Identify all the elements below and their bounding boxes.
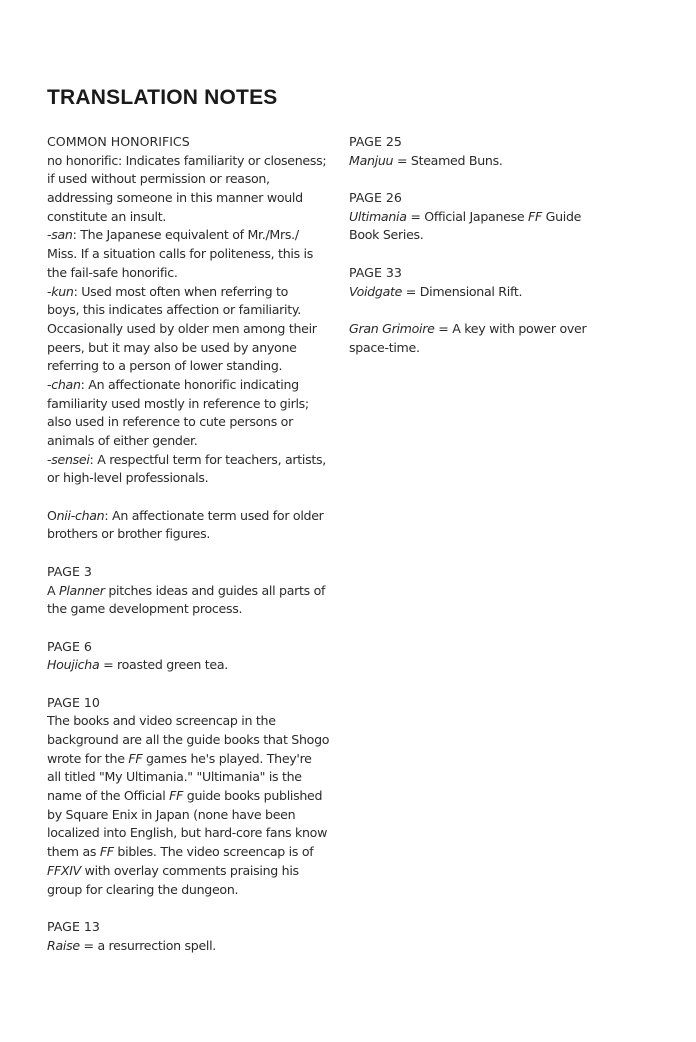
note-line (47, 395, 332, 414)
text-segment: all titled "My Ultimania." "Ultimania" is the (47, 769, 302, 785)
text-segment: : An affectionate term used for older (104, 507, 324, 523)
note-line (47, 582, 332, 601)
italic-term: Planner (59, 582, 105, 598)
note-line (47, 507, 332, 526)
text-segment: them as (47, 844, 100, 860)
text-segment: also used in reference to cute persons or (47, 414, 293, 430)
note-line (47, 208, 332, 227)
section-heading (47, 133, 332, 152)
note-line (47, 731, 332, 750)
note-line (349, 226, 649, 245)
text-segment: peers, but it may also be used by anyone (47, 339, 297, 355)
italic-term: Ultimania (349, 208, 407, 224)
text-segment: games he's played. They're (142, 750, 312, 766)
section-heading (47, 563, 332, 582)
text-segment: : An affectionate honorific indicating (80, 376, 299, 392)
text-segment: or high-level professionals. (47, 470, 209, 486)
note-line (47, 656, 332, 675)
text-segment: guide books published (183, 788, 323, 804)
note-line (47, 189, 332, 208)
note-line (47, 806, 332, 825)
page-title: TRANSLATION NOTES (47, 86, 278, 109)
note-line (47, 843, 332, 862)
paragraph-gap (47, 619, 332, 638)
text-segment: with overlay comments praising his (80, 862, 299, 878)
text-segment: A (47, 582, 60, 598)
note-line (47, 469, 332, 488)
note-line (47, 712, 332, 731)
note-line (349, 208, 649, 227)
section-heading (349, 264, 649, 283)
note-line (47, 170, 332, 189)
text-segment: O (47, 507, 57, 523)
notes-column-right (349, 133, 649, 357)
text-segment: The books and video screencap in the (47, 713, 276, 729)
text-segment: animals of either gender. (47, 433, 198, 448)
italic-term: Houjicha (47, 657, 100, 673)
note-line (47, 339, 332, 358)
text-segment: COMMON HONORIFICS (47, 134, 190, 149)
paragraph-gap (47, 675, 332, 694)
paragraph-gap (349, 301, 649, 320)
text-segment: constitute an insult. (47, 208, 167, 224)
note-line (47, 787, 332, 806)
text-segment: group for clearing the dungeon. (47, 881, 239, 897)
text-segment: PAGE 3 (47, 563, 92, 579)
paragraph-gap (349, 245, 649, 264)
italic-term: nii-chan (56, 507, 105, 523)
note-line (349, 339, 649, 358)
italic-term: Gran Grimoire (349, 320, 435, 336)
italic-term: FF (169, 788, 184, 804)
note-line (349, 152, 649, 171)
text-segment: the fail-safe honorific. (47, 264, 178, 280)
text-segment: pitches ideas and guides all parts of (104, 582, 326, 598)
note-line (47, 750, 332, 769)
note-line (47, 245, 332, 264)
note-line (47, 937, 332, 956)
note-line (47, 432, 332, 451)
text-segment: space-time. (349, 339, 420, 355)
note-line (47, 376, 332, 395)
text-segment: Occasionally used by older men among their (47, 320, 317, 336)
note-line (47, 413, 332, 432)
section-heading (47, 638, 332, 657)
italic-term: FF (528, 208, 542, 224)
note-line (47, 525, 332, 544)
note-line (47, 283, 332, 302)
section-heading (349, 189, 649, 208)
italic-term: FFXIV (47, 862, 81, 878)
paragraph-gap (47, 899, 332, 918)
text-segment: = roasted green tea. (99, 657, 228, 673)
text-segment: : Used most often when referring to (73, 283, 289, 299)
section-heading (47, 694, 332, 713)
text-segment: = Official Japanese (406, 208, 529, 224)
note-line (47, 824, 332, 843)
text-segment: : A respectful term for teachers, artists, (89, 451, 326, 467)
note-line (349, 283, 649, 302)
note-line (47, 357, 332, 376)
text-segment: by Square Enix in Japan (none have been (47, 806, 296, 822)
text-segment: addressing someone in this manner would (47, 190, 303, 206)
italic-term: -sensei (47, 451, 90, 467)
text-segment: = A key with power over (434, 320, 587, 336)
italic-term: -chan (47, 376, 81, 392)
paragraph-gap (47, 488, 332, 507)
text-segment: if used without permission or reason, (47, 171, 270, 187)
note-line (47, 881, 332, 900)
text-segment: brothers or brother figures. (47, 526, 211, 542)
italic-term: FF (128, 750, 143, 766)
text-segment: PAGE 26 (349, 190, 402, 206)
italic-term: FF (99, 844, 114, 860)
note-line (47, 264, 332, 283)
note-line (47, 600, 332, 619)
note-line (47, 301, 332, 320)
text-segment: = a resurrection spell. (79, 937, 217, 953)
text-segment: referring to a person of lower standing. (47, 358, 283, 374)
note-line (47, 152, 332, 171)
section-heading (349, 133, 649, 152)
text-segment: = Steamed Buns. (393, 152, 503, 168)
text-segment: Book Series. (349, 227, 424, 243)
text-segment: = Dimensional Rift. (402, 283, 523, 299)
paragraph-gap (349, 170, 649, 189)
text-segment: the game development process. (47, 601, 243, 617)
note-line (47, 320, 332, 339)
italic-term: -kun (47, 283, 74, 299)
text-segment: localized into English, but hard-core fans know (47, 825, 328, 841)
paragraph-gap (47, 544, 332, 563)
text-segment: Miss. If a situation calls for politeness, this is (47, 246, 313, 262)
text-segment: wrote for the (47, 750, 129, 766)
italic-term: Manjuu (349, 152, 394, 168)
section-heading (47, 918, 332, 937)
note-line (349, 320, 649, 339)
text-segment: bibles. The video screencap is of (113, 844, 314, 860)
text-segment: PAGE 6 (47, 638, 92, 654)
text-segment: Guide (541, 208, 582, 224)
note-line (47, 862, 332, 881)
text-segment: PAGE 25 (349, 134, 402, 149)
italic-term: -san (47, 227, 73, 243)
text-segment: PAGE 10 (47, 694, 100, 710)
note-line (47, 226, 332, 245)
notes-column-left (47, 133, 332, 955)
text-segment: name of the Official (47, 788, 170, 804)
text-segment: : The Japanese equivalent of Mr./Mrs./ (72, 227, 299, 243)
text-segment: boys, this indicates affection or familiarity. (47, 302, 301, 318)
italic-term: Raise (47, 937, 80, 953)
note-line (47, 451, 332, 470)
note-line (47, 768, 332, 787)
text-segment: no honorific: Indicates familiarity or closeness; (47, 152, 327, 168)
italic-term: Voidgate (349, 283, 403, 299)
text-segment: familiarity used mostly in reference to girls; (47, 395, 309, 411)
text-segment: PAGE 33 (349, 264, 402, 280)
text-segment: background are all the guide books that Shogo (47, 732, 330, 747)
text-segment: PAGE 13 (47, 918, 100, 934)
